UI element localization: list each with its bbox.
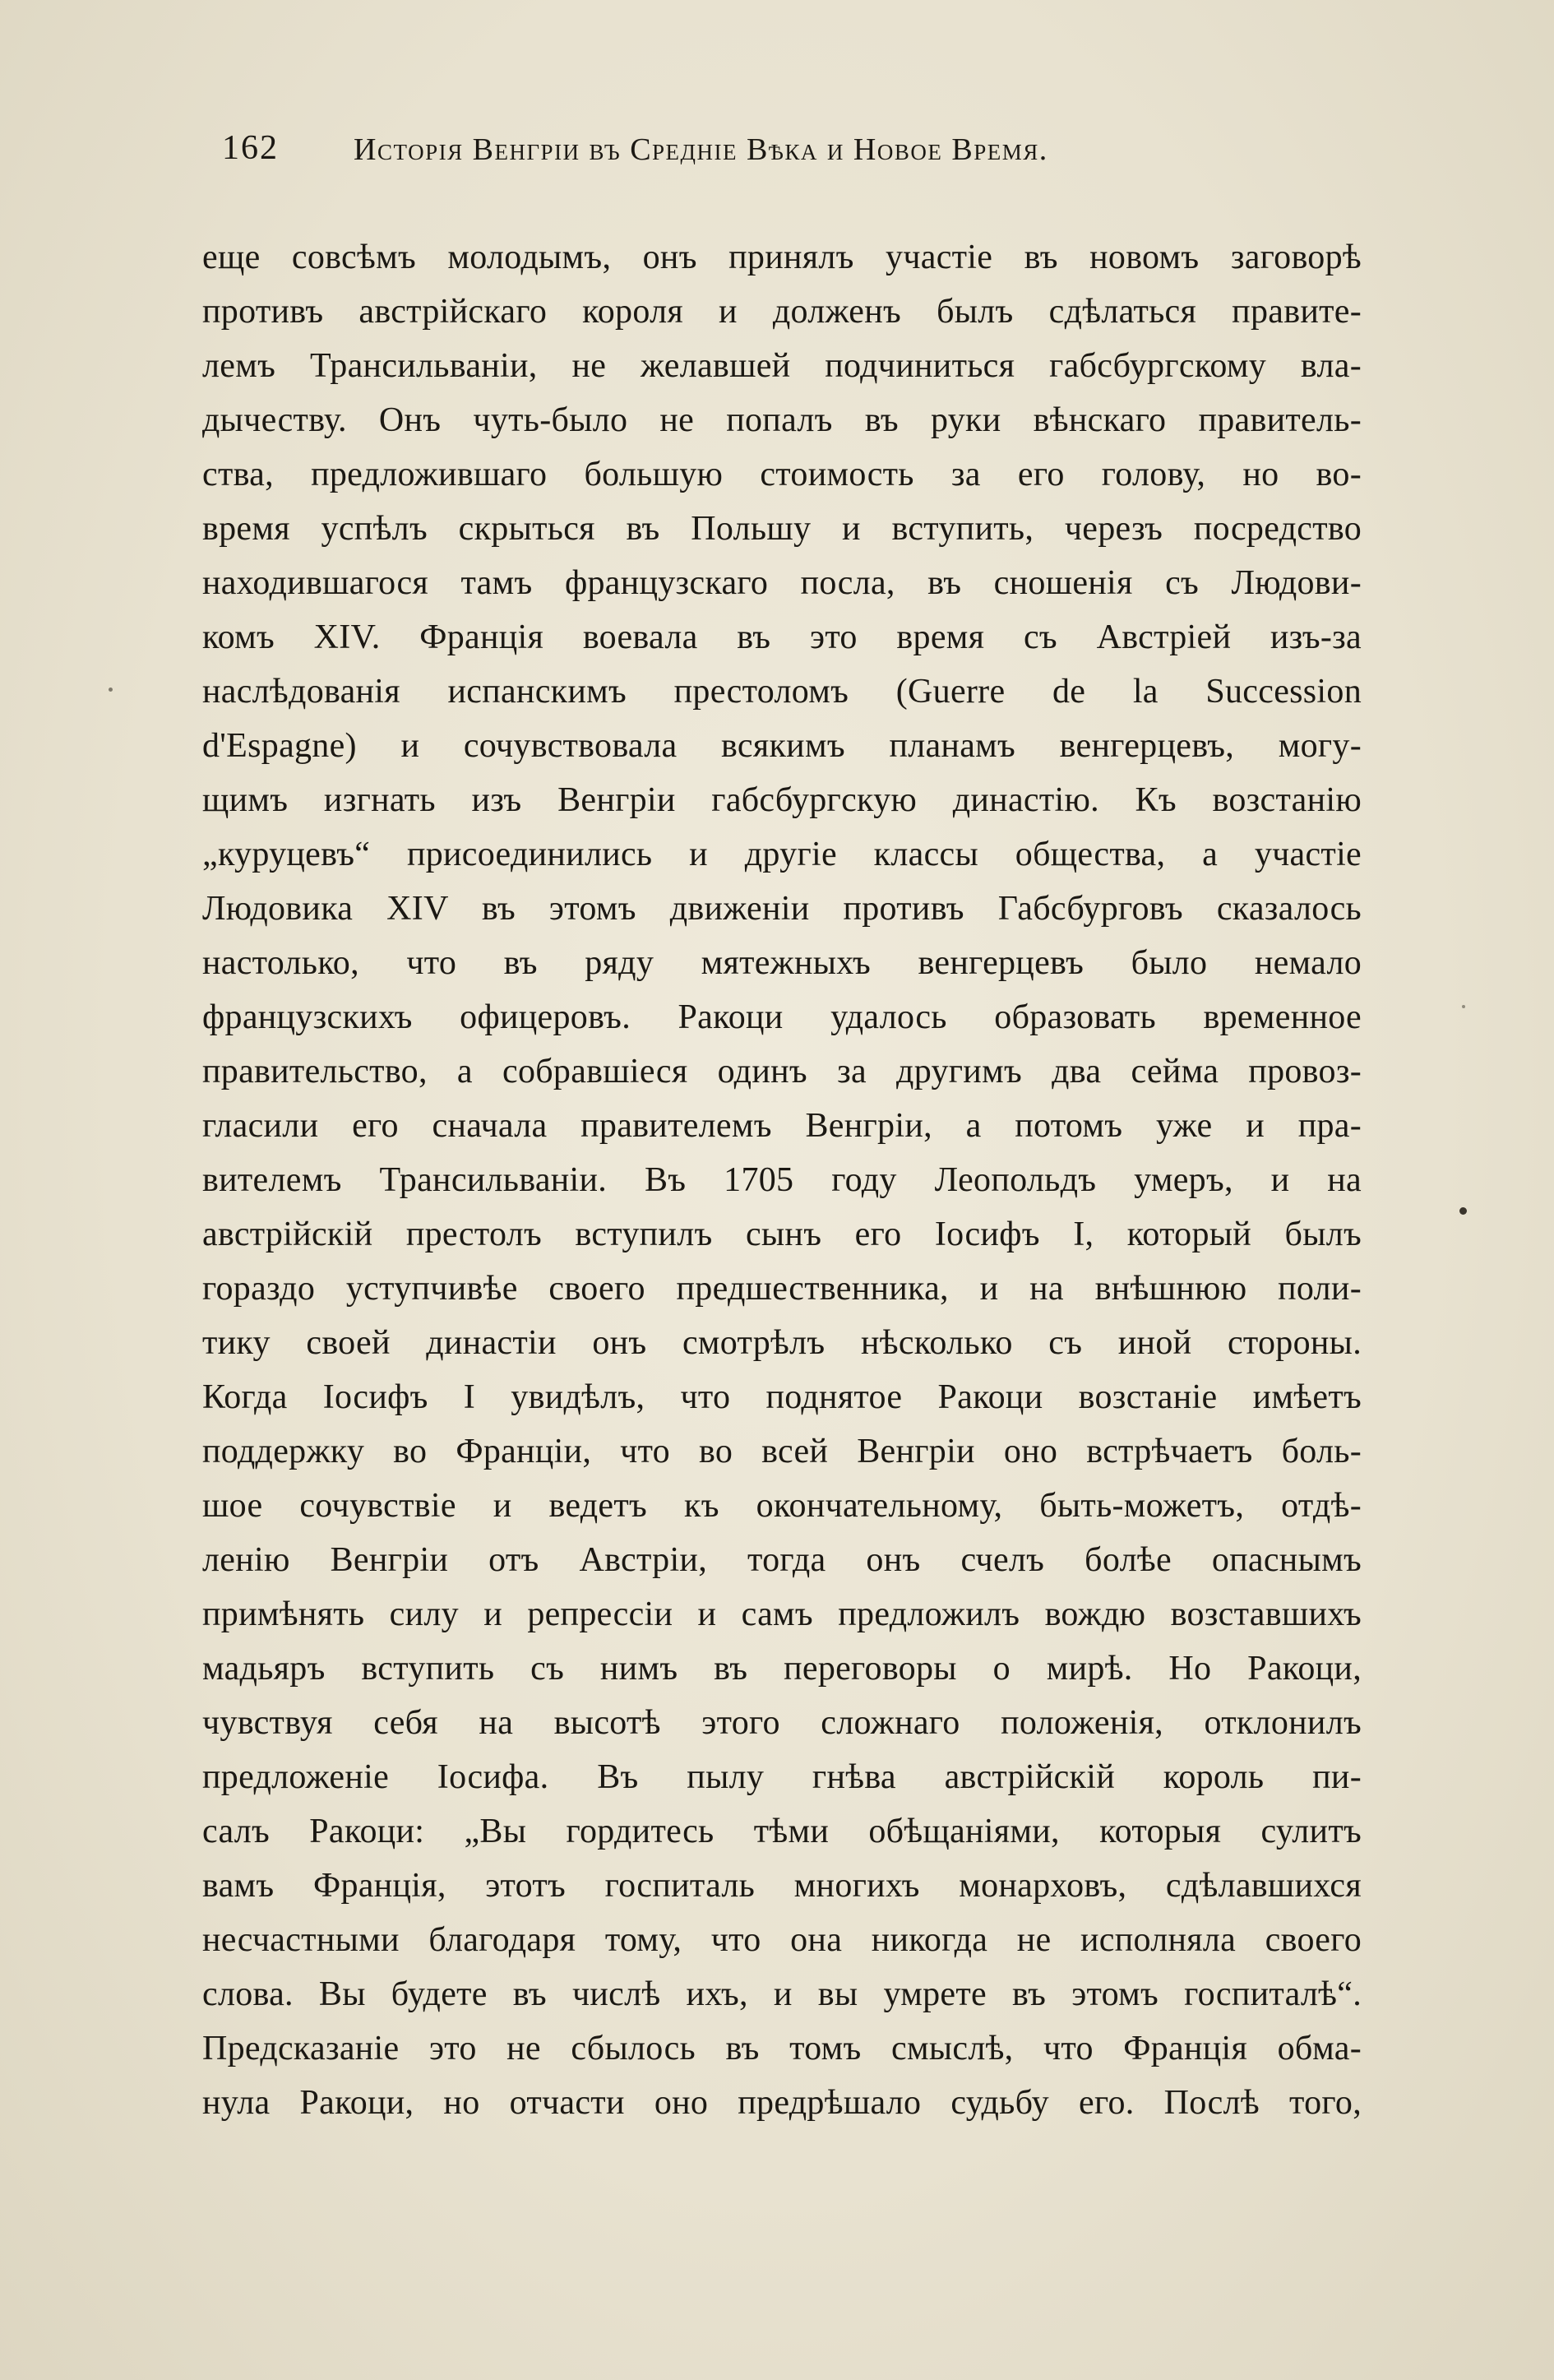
ink-speck xyxy=(1462,1005,1465,1008)
text-line: d'Espagne) и сочувствовала всякимъ планамъ венгерцевъ, могу- xyxy=(202,727,1362,765)
text-line: щимъ изгнать изъ Венгріи габсбургскую династію. Къ возстанію xyxy=(202,781,1362,819)
text-line: шое сочувствіе и ведетъ къ окончательному, быть-можетъ, отдѣ- xyxy=(202,1487,1362,1525)
page-header xyxy=(222,128,1365,178)
text-line: ства, предложившаго большую стоимость за его голову, но во- xyxy=(202,456,1362,493)
text-line: гораздо уступчивѣе своего предшественника, и на внѣшнюю поли- xyxy=(202,1270,1362,1308)
text-line: „куруцевъ“ присоединились и другіе классы общества, а участіе xyxy=(202,836,1362,873)
ink-speck xyxy=(109,688,113,692)
text-line: вамъ Франція, этотъ госпиталь многихъ монарховъ, сдѣлавшихся xyxy=(202,1867,1362,1905)
text-line: гласили его сначала правителемъ Венгріи, а потомъ уже и пра- xyxy=(202,1107,1362,1145)
text-line: противъ австрійскаго короля и долженъ былъ сдѣлаться правите- xyxy=(202,293,1362,331)
text-line: правительство, а собравшіеся одинъ за другимъ два сейма провоз- xyxy=(202,1053,1362,1090)
text-line: мадьяръ вступить съ нимъ въ переговоры о мирѣ. Но Ракоци, xyxy=(202,1650,1362,1688)
text-line: еще совсѣмъ молодымъ, онъ принялъ участіе въ новомъ заговорѣ xyxy=(202,238,1362,276)
text-line: лемъ Трансильваніи, не желавшей подчиниться габсбургскому вла- xyxy=(202,347,1362,385)
text-line: несчастными благодаря тому, что она никогда не исполняла своего xyxy=(202,1921,1362,1959)
text-line: ленію Венгріи отъ Австріи, тогда онъ счелъ болѣе опаснымъ xyxy=(202,1541,1362,1579)
text-line: вителемъ Трансильваніи. Въ 1705 году Леопольдъ умеръ, и на xyxy=(202,1161,1362,1199)
text-line: французскихъ офицеровъ. Ракоци удалось образовать временное xyxy=(202,998,1362,1036)
running-title: Исторія Венгріи въ Средніе Вѣка и Новое Время. xyxy=(354,132,1048,167)
ink-speck xyxy=(1459,1207,1467,1215)
text-line: Предсказаніе это не сбылось въ томъ смыслѣ, что Франція обма- xyxy=(202,2030,1362,2067)
text-line: тику своей династіи онъ смотрѣлъ нѣсколько съ иной стороны. xyxy=(202,1324,1362,1362)
text-line: предложеніе Іосифа. Въ пылу гнѣва австрійскій король пи- xyxy=(202,1758,1362,1796)
text-line: нула Ракоци, но отчасти оно предрѣшало судьбу его. Послѣ того, xyxy=(202,2084,1362,2122)
text-line: чувствуя себя на высотѣ этого сложнаго положенія, отклонилъ xyxy=(202,1704,1362,1742)
text-line: настолько, что въ ряду мятежныхъ венгерцевъ было немало xyxy=(202,944,1362,982)
body-text xyxy=(202,230,1362,2130)
text-line: австрійскій престолъ вступилъ сынъ его Іосифъ I, который былъ xyxy=(202,1215,1362,1253)
text-line: слова. Вы будете въ числѣ ихъ, и вы умрете въ этомъ госпиталѣ“. xyxy=(202,1975,1362,2013)
text-line: наслѣдованія испанскимъ престоломъ (Guerre de la Succession xyxy=(202,673,1362,711)
text-line: комъ XIV. Франція воевала въ это время съ Австріей изъ-за xyxy=(202,618,1362,656)
text-line: поддержку во Франціи, что во всей Венгріи оно встрѣчаетъ боль- xyxy=(202,1433,1362,1470)
text-line: Людовика XIV въ этомъ движеніи противъ Габсбурговъ сказалось xyxy=(202,890,1362,928)
text-line: примѣнять силу и репрессіи и самъ предложилъ вождю возставшихъ xyxy=(202,1595,1362,1633)
text-line: время успѣлъ скрыться въ Польшу и вступить, черезъ посредство xyxy=(202,510,1362,548)
text-line: салъ Ракоци: „Вы гордитесь тѣми обѣщаніями, которыя сулитъ xyxy=(202,1813,1362,1850)
text-line: Когда Іосифъ I увидѣлъ, что поднятое Ракоци возстаніе имѣетъ xyxy=(202,1378,1362,1416)
page-number: 162 xyxy=(222,129,279,167)
text-line: находившагося тамъ французскаго посла, въ сношенія съ Людови- xyxy=(202,564,1362,602)
text-line: дычеству. Онъ чуть-было не попалъ въ руки вѣнскаго правитель- xyxy=(202,401,1362,439)
